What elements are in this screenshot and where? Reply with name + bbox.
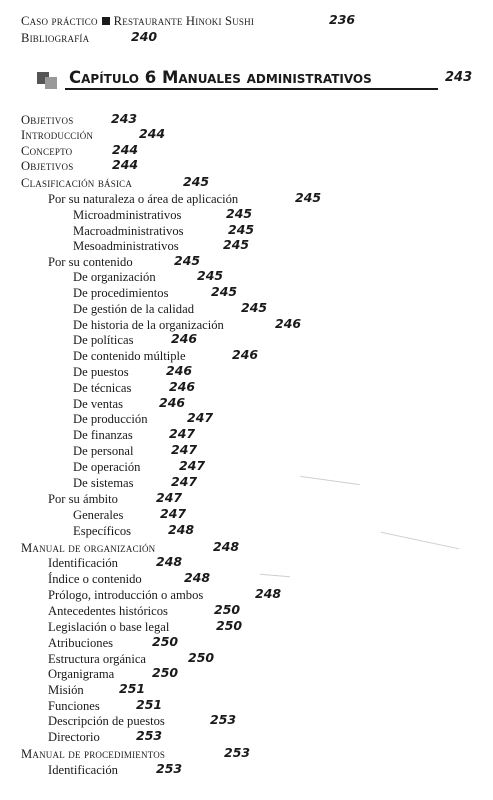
entry-page: 245 xyxy=(183,174,210,189)
toc-entry xyxy=(48,586,282,602)
entry-text: Directorio xyxy=(48,730,100,744)
entry-text: De contenido múltiple xyxy=(73,349,186,363)
entry-page: 247 xyxy=(187,410,214,425)
entry-text: Mesoadministrativos xyxy=(73,239,179,253)
toc-entry xyxy=(73,316,302,332)
entry-text: Legislación o base legal xyxy=(48,620,170,634)
toc-entry xyxy=(73,522,195,538)
toc-entry xyxy=(73,222,255,238)
scan-speck xyxy=(381,532,459,550)
entry-text: Por su ámbito xyxy=(48,492,118,506)
entry-page: 246 xyxy=(166,363,193,378)
entry-text: De técnicas xyxy=(73,381,132,395)
toc-entry xyxy=(73,331,198,347)
entry-page: 247 xyxy=(169,426,196,441)
entry-page: 247 xyxy=(160,506,187,521)
entry-text: Organigrama xyxy=(48,667,115,681)
entry-page: 250 xyxy=(216,618,243,633)
entry-page: 243 xyxy=(111,111,138,126)
entry-text: De personal xyxy=(73,444,134,458)
entry-page: 250 xyxy=(152,665,179,680)
entry-text: Funciones xyxy=(48,699,100,713)
entry-page: 248 xyxy=(156,554,183,569)
entry-page: 246 xyxy=(169,379,196,394)
entry-text: Descripción de puestos xyxy=(48,714,165,728)
entry-page: 248 xyxy=(255,586,282,601)
entry-text: Manual de organización xyxy=(21,541,156,555)
toc-entry xyxy=(73,395,186,411)
entry-page: 244 xyxy=(112,142,139,157)
toc-entry xyxy=(48,190,322,206)
entry-text: Índice o contenido xyxy=(48,572,142,586)
entry-text: Macroadministrativos xyxy=(73,224,184,238)
entry-text: Prólogo, introducción o ambos xyxy=(48,588,204,602)
toc-entry-bibliography xyxy=(21,29,158,45)
entry-text: Estructura orgánica xyxy=(48,652,147,666)
entry-text: De políticas xyxy=(73,333,134,347)
entry-text: Microadministrativos xyxy=(73,208,182,222)
entry-text: Objetivos xyxy=(21,113,74,127)
toc-entry xyxy=(48,490,183,506)
toc-entry xyxy=(48,618,243,634)
entry-page: 245 xyxy=(228,222,255,237)
entry-page: 250 xyxy=(188,650,215,665)
entry-page: 248 xyxy=(213,539,240,554)
toc-entry xyxy=(21,126,166,142)
toc-entry xyxy=(21,142,139,158)
toc-entry xyxy=(48,634,179,650)
entry-text: Introducción xyxy=(21,128,94,142)
entry-page: 245 xyxy=(211,284,238,299)
entry-text: Por su contenido xyxy=(48,255,133,269)
toc-entry xyxy=(48,570,211,586)
entry-text: De historia de la organización xyxy=(73,318,224,332)
toc-entry xyxy=(48,650,215,666)
entry-text: Clasificación básica xyxy=(21,176,133,190)
entry-page: 248 xyxy=(168,522,195,537)
toc-entry xyxy=(21,745,251,761)
entry-page: 253 xyxy=(210,712,237,727)
toc-entry xyxy=(73,474,198,490)
entry-text: Restaurante Hinoki Sushi xyxy=(113,14,255,28)
entry-text: Bibliografía xyxy=(21,31,90,45)
entry-text: De producción xyxy=(73,412,148,426)
toc-entry xyxy=(73,237,250,253)
entry-page: 245 xyxy=(226,206,253,221)
entry-page: 250 xyxy=(214,602,241,617)
entry-text: De puestos xyxy=(73,365,129,379)
entry-page: 247 xyxy=(179,458,206,473)
scan-speck xyxy=(300,476,360,485)
toc-entry xyxy=(21,111,138,127)
entry-text: De organización xyxy=(73,270,156,284)
toc-entry xyxy=(73,379,196,395)
toc-entry xyxy=(73,426,196,442)
entry-text: Manual de procedimientos xyxy=(21,747,166,761)
entry-text: Por su naturaleza o área de aplicación xyxy=(48,192,239,206)
entry-page: 247 xyxy=(171,474,198,489)
entry-page: 248 xyxy=(184,570,211,585)
entry-text: De finanzas xyxy=(73,428,133,442)
entry-page: 247 xyxy=(156,490,183,505)
separator-square-icon xyxy=(102,17,110,25)
toc-entry xyxy=(48,554,183,570)
entry-text: Concepto xyxy=(21,144,73,158)
entry-page: 247 xyxy=(171,442,198,457)
entry-text: De operación xyxy=(73,460,141,474)
chapter-rule xyxy=(65,88,438,90)
chapter-heading xyxy=(21,66,473,96)
entry-text: De ventas xyxy=(73,397,124,411)
toc-entry-case-study xyxy=(21,12,356,28)
entry-text: Objetivos xyxy=(21,159,74,173)
entry-page: 245 xyxy=(197,268,224,283)
entry-page: 244 xyxy=(112,157,139,172)
toc-entry xyxy=(73,458,206,474)
entry-text: Antecedentes históricos xyxy=(48,604,168,618)
toc-entry xyxy=(73,410,214,426)
toc-entry xyxy=(48,712,237,728)
entry-page: 236 xyxy=(329,12,356,27)
entry-page: 253 xyxy=(156,761,183,776)
toc-entry xyxy=(73,363,193,379)
entry-page: 246 xyxy=(232,347,259,362)
entry-text: Misión xyxy=(48,683,84,697)
toc-entry xyxy=(48,728,163,744)
toc-entry xyxy=(73,300,268,316)
toc-entry xyxy=(21,539,240,555)
entry-text: Específicos xyxy=(73,524,132,538)
toc-entry xyxy=(73,506,187,522)
entry-text: Generales xyxy=(73,508,124,522)
entry-text: De procedimientos xyxy=(73,286,169,300)
entry-page: 246 xyxy=(159,395,186,410)
entry-text: De sistemas xyxy=(73,476,134,490)
entry-page: 245 xyxy=(241,300,268,315)
toc-entry xyxy=(48,602,241,618)
entry-page: 246 xyxy=(171,331,198,346)
entry-page: 250 xyxy=(152,634,179,649)
entry-page: 253 xyxy=(224,745,251,760)
entry-prefix: Caso práctico xyxy=(21,14,98,28)
entry-page: 251 xyxy=(136,697,163,712)
entry-page: 246 xyxy=(275,316,302,331)
entry-text: De gestión de la calidad xyxy=(73,302,194,316)
entry-page: 251 xyxy=(119,681,146,696)
entry-text: Identificación xyxy=(48,763,118,777)
toc-entry xyxy=(48,253,201,269)
scan-speck xyxy=(260,574,290,578)
toc-entry xyxy=(48,761,183,777)
toc-entry xyxy=(73,206,253,222)
toc-entry xyxy=(48,697,163,713)
entry-page: 244 xyxy=(139,126,166,141)
toc-entry xyxy=(48,681,146,697)
toc-entry xyxy=(73,442,198,458)
toc-entry xyxy=(48,665,179,681)
entry-text: Identificación xyxy=(48,556,118,570)
entry-page: 245 xyxy=(295,190,322,205)
toc-entry xyxy=(73,284,238,300)
entry-page: 240 xyxy=(131,29,158,44)
chapter-title: Capítulo 6 Manuales administrativos xyxy=(69,68,372,87)
chapter-square-shadow-icon xyxy=(45,77,57,89)
entry-page: 245 xyxy=(174,253,201,268)
entry-page: 245 xyxy=(223,237,250,252)
entry-text: Atribuciones xyxy=(48,636,114,650)
chapter-page: 243 xyxy=(445,70,473,85)
toc-entry xyxy=(73,268,224,284)
toc-entry xyxy=(73,347,259,363)
entry-page: 253 xyxy=(136,728,163,743)
toc-entry xyxy=(21,157,139,173)
toc-entry xyxy=(21,174,210,190)
